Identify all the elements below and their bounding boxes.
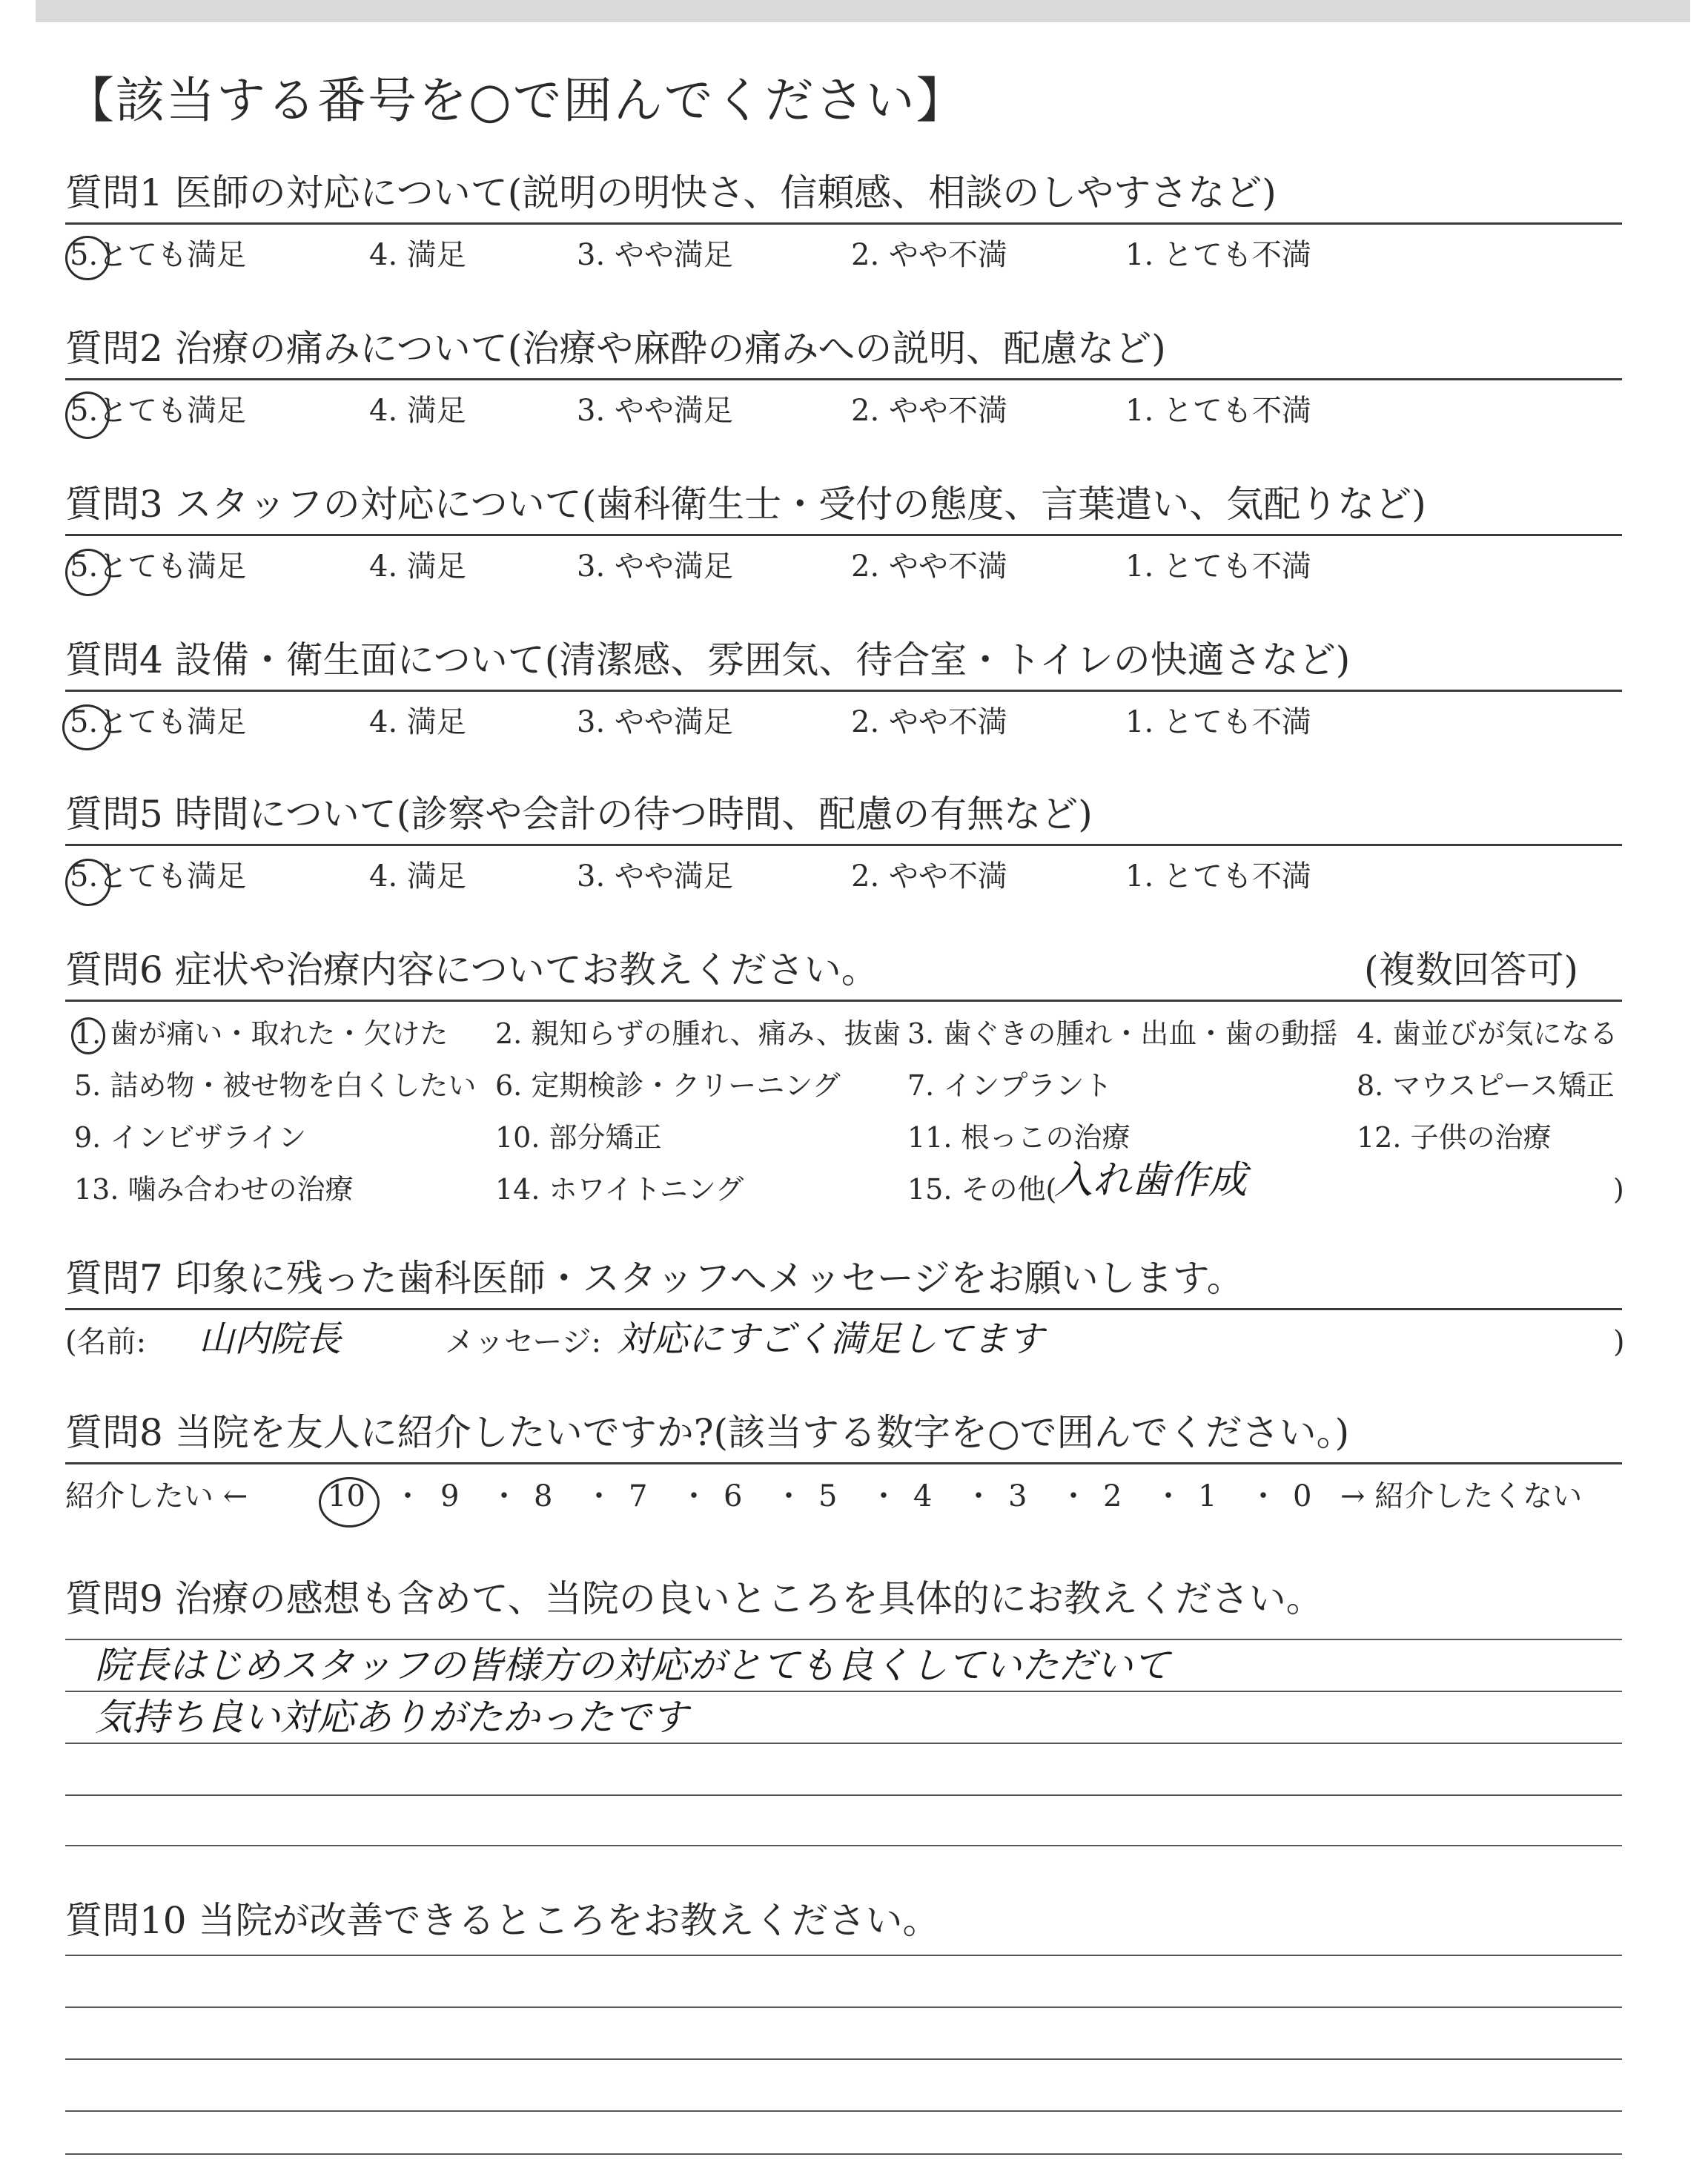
score-3[interactable]: 3 [1008,1479,1027,1513]
score-7[interactable]: 7 [629,1479,648,1513]
option-1[interactable]: 1. とても不満 [1125,549,1311,584]
question-4-rule [65,690,1622,692]
score-4[interactable]: 4 [913,1479,933,1513]
question-7-rule [65,1308,1622,1310]
checklist-item-12[interactable]: 12. 子供の治療 [1357,1121,1552,1154]
score-6[interactable]: 6 [724,1479,743,1513]
option-4[interactable]: 4. 満足 [369,859,466,894]
writing-line [65,1743,1622,1744]
writing-line [65,2007,1622,2008]
option-4[interactable]: 4. 満足 [369,394,466,428]
checklist-item-14[interactable]: 14. ホワイトニング [495,1173,744,1206]
dot-sep: ・ [869,1479,898,1513]
message-handwritten[interactable]: 対応にすごく満足してます [617,1318,1045,1360]
checklist-item-11[interactable]: 11. 根っこの治療 [907,1121,1131,1154]
question-8-label: 質問8 当院を友人に紹介したいですか?(該当する数字を○で囲んでください。) [65,1411,1350,1454]
dot-sep: ・ [774,1479,804,1513]
score-5[interactable]: 5 [818,1479,838,1513]
option-1[interactable]: 1. とても不満 [1125,394,1311,428]
question-5-label: 質問5 時間について(診察や会計の待つ時間、配慮の有無など) [65,793,1093,836]
question-5-rule [65,844,1622,846]
score-8[interactable]: 8 [534,1479,553,1513]
dot-sep: ・ [584,1479,614,1513]
writing-line [65,1845,1622,1846]
answer-line-2[interactable]: 気持ち良い対応ありがたかったです [95,1696,688,1739]
option-4[interactable]: 4. 満足 [369,238,466,272]
checklist-item-3[interactable]: 3. 歯ぐきの腫れ・出血・歯の動揺 [907,1017,1338,1050]
option-3[interactable]: 3. やや満足 [577,705,733,739]
writing-line [65,2153,1622,2155]
name-handwritten[interactable]: 山内院長 [199,1318,342,1360]
option-4[interactable]: 4. 満足 [369,549,466,584]
dot-sep: ・ [1248,1479,1278,1513]
dot-sep: ・ [1059,1479,1088,1513]
question-9-label: 質問9 治療の感想も含めて、当院の良いところを具体的にお教えください。 [65,1577,1323,1620]
option-3[interactable]: 3. やや満足 [577,549,733,584]
option-5[interactable]: 5.とても満足 [70,705,247,739]
checklist-item-1[interactable]: 1. 歯が痛い・取れた・欠けた [74,1017,448,1050]
question-2-label: 質問2 治療の痛みについて(治療や麻酔の痛みへの説明、配慮など) [65,327,1166,370]
question-6-label: 質問6 症状や治療内容についてお教えください。 [65,948,878,991]
score-0[interactable]: 0 [1293,1479,1312,1513]
option-5[interactable]: 5.とても満足 [70,394,247,428]
option-3[interactable]: 3. やや満足 [577,238,733,272]
score-9[interactable]: 9 [440,1479,460,1513]
score-2[interactable]: 2 [1103,1479,1122,1513]
writing-line [65,2058,1622,2060]
dot-sep: ・ [964,1479,993,1513]
question-1-label: 質問1 医師の対応について(説明の明快さ、信頼感、相談のしやすさなど) [65,171,1277,214]
option-2[interactable]: 2. やや不満 [851,705,1007,739]
option-5[interactable]: 5.とても満足 [70,238,247,272]
option-3[interactable]: 3. やや満足 [577,859,733,894]
dot-sep: ・ [1153,1479,1183,1513]
writing-line [65,1639,1622,1640]
checklist-item-13[interactable]: 13. 噛み合わせの治療 [74,1173,354,1206]
score-10[interactable]: 10 [328,1479,365,1513]
checklist-item-2[interactable]: 2. 親知らずの腫れ、痛み、抜歯 [495,1017,901,1050]
option-4[interactable]: 4. 満足 [369,705,466,739]
question-3-rule [65,534,1622,536]
message-label: メッセージ: [445,1325,602,1359]
question-4-label: 質問4 設備・衛生面について(清潔感、雰囲気、待合室・トイレの快適さなど) [65,638,1351,681]
question-10-label: 質問10 当院が改善できるところをお教えください。 [65,1899,940,1942]
option-3[interactable]: 3. やや満足 [577,394,733,428]
checklist-item-10[interactable]: 10. 部分矯正 [495,1121,662,1154]
writing-line [65,1794,1622,1796]
option-5[interactable]: 5.とても満足 [70,859,247,894]
question-6-rule [65,1000,1622,1002]
page-title: 【該当する番号を○で囲んでください】 [65,72,967,129]
scan-top-edge [36,0,1690,22]
writing-line [65,2110,1622,2112]
option-2[interactable]: 2. やや不満 [851,238,1007,272]
option-2[interactable]: 2. やや不満 [851,549,1007,584]
question-1-rule [65,222,1622,225]
checklist-item-15[interactable]: 15. その他( [907,1173,1057,1206]
recommend-left-label: 紹介したい ← [65,1479,248,1513]
other-handwritten[interactable]: 入れ歯作成 [1054,1158,1248,1203]
question-8-rule [65,1462,1622,1464]
answer-line-1[interactable]: 院長はじめスタッフの皆様方の対応がとても良くしていただいて [95,1644,1170,1687]
writing-line [65,1955,1622,1956]
score-1[interactable]: 1 [1198,1479,1217,1513]
dot-sep: ・ [489,1479,519,1513]
checklist-item-7[interactable]: 7. インプラント [907,1069,1113,1102]
checklist-item-9[interactable]: 9. インビザライン [74,1121,307,1154]
checklist-item-5[interactable]: 5. 詰め物・被せ物を白くしたい [74,1069,477,1102]
recommend-right-label: → 紹介したくない [1340,1479,1583,1513]
option-1[interactable]: 1. とても不満 [1125,859,1311,894]
name-label: (名前: [65,1325,147,1359]
checklist-item-8[interactable]: 8. マウスピース矯正 [1357,1069,1615,1102]
option-2[interactable]: 2. やや不満 [851,859,1007,894]
option-1[interactable]: 1. とても不満 [1125,705,1311,739]
writing-line [65,1691,1622,1692]
question-7-label: 質問7 印象に残った歯科医師・スタッフへメッセージをお願いします。 [65,1257,1244,1300]
question-6-note: (複数回答可) [1364,948,1579,991]
dot-sep: ・ [679,1479,709,1513]
dot-sep: ・ [393,1479,423,1513]
option-2[interactable]: 2. やや不満 [851,394,1007,428]
option-5[interactable]: 5.とても満足 [70,549,247,584]
question-3-label: 質問3 スタッフの対応について(歯科衛生士・受付の態度、言葉遣い、気配りなど) [65,483,1426,526]
checklist-item-4[interactable]: 4. 歯並びが気になる [1357,1017,1618,1050]
question-2-rule [65,378,1622,380]
other-close-paren: ) [1613,1173,1624,1206]
checklist-item-6[interactable]: 6. 定期検診・クリーニング [495,1069,841,1102]
option-1[interactable]: 1. とても不満 [1125,238,1311,272]
message-close-paren: ) [1613,1325,1625,1359]
